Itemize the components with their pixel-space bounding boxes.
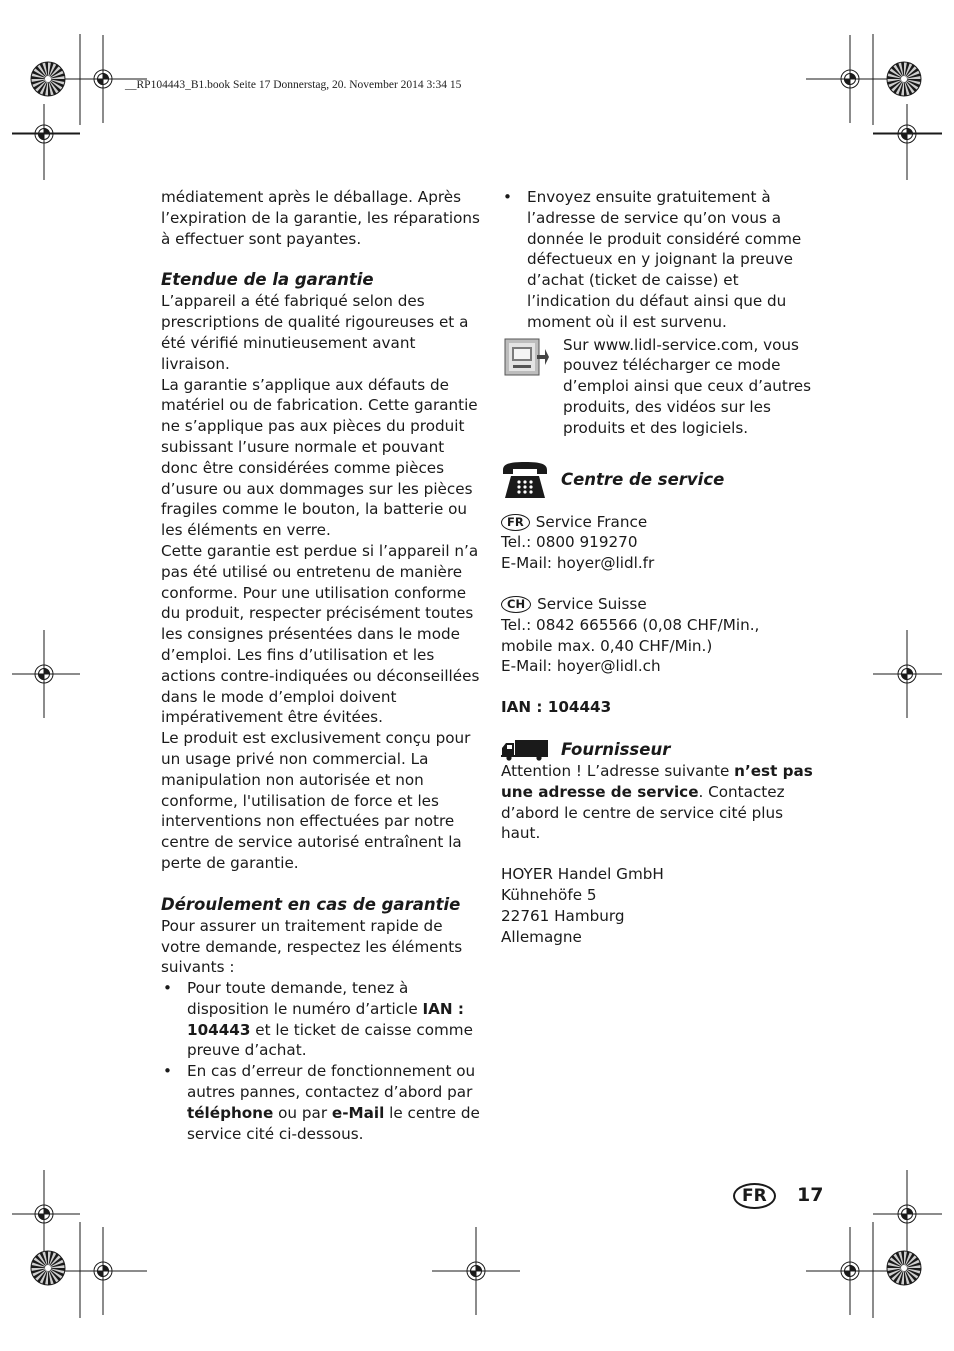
service-suisse-name: Service Suisse (537, 594, 647, 613)
starburst-ray (40, 1252, 49, 1268)
starburst-ray (896, 1252, 905, 1268)
starburst-ray (889, 79, 904, 90)
starburst-ray (891, 66, 904, 79)
starburst-ray (904, 79, 921, 82)
starburst-ray (48, 1257, 63, 1268)
starburst-ray (893, 1268, 904, 1283)
starburst-ray (48, 1268, 64, 1277)
starburst-ray (45, 1251, 48, 1268)
etendue-paragraph-2: La garantie s’applique aux défauts de matériel ou de fabrication. Cette garantie ne s’applique pas aux pièces du produit subissant l’usure normale et pouvant donc être considérées comme pièces d’usure ou aux dommages sur les pièces fragiles comme le bouton, la batterie ou les éléments en verre. (161, 375, 478, 540)
starburst-ray (42, 79, 48, 96)
starburst-ray (888, 71, 904, 80)
starburst-ray (48, 1251, 54, 1268)
starburst-ray (48, 79, 57, 95)
starburst-ray (31, 76, 48, 79)
starburst-ray (898, 1268, 904, 1285)
bullet-1-ian: IAN : 104443 (187, 999, 464, 1039)
left-column (161, 187, 483, 1144)
web-download-text: Sur www.lidl-service.com, vous pouvez télécharger ce mode d’emploi ainsi que ceux d’autres produits, des vidéos sur les produits et des logiciels. (563, 335, 812, 437)
starburst-ray (40, 63, 49, 79)
starburst-ray (48, 68, 63, 79)
starburst-ray (31, 1265, 48, 1268)
starburst-ray (887, 79, 904, 85)
bullet-symbol: • (163, 1062, 172, 1081)
service-suisse-tel: Tel.: 0842 665566 (0,08 CHF/Min., (501, 615, 760, 634)
starburst-ray (31, 79, 48, 85)
fr-country-badge: FR (501, 514, 530, 531)
bullet-1-text: Pour toute demande, tenez à disposition le numéro d’article (187, 979, 423, 1018)
starburst-ray (893, 79, 904, 94)
starburst-ray (887, 1268, 904, 1274)
starburst-ray (42, 1268, 48, 1285)
service-france-name: Service France (535, 512, 648, 531)
service-france-tel: Tel.: 0800 919270 (501, 533, 638, 552)
deroulement-intro: Pour assurer un traitement rapide de votre demande, respectez les éléments suivants : (161, 916, 463, 977)
service-france-mail: E-Mail: hoyer@lidl.fr (501, 554, 655, 573)
starburst-ray (48, 79, 64, 88)
starburst-ray (904, 79, 907, 96)
starburst-ray (889, 1268, 904, 1279)
starburst-ray (37, 1268, 48, 1283)
supplier-attention (501, 761, 826, 844)
starburst-ray (904, 1251, 910, 1268)
bullet-2-text: En cas d’erreur de fonctionnement ou autres pannes, contactez d’abord par (187, 1062, 476, 1102)
starburst-ray (901, 1251, 904, 1268)
starburst-ray (904, 1257, 919, 1268)
bullet-2-telephone: téléphone (187, 1103, 274, 1122)
starburst-ray (904, 1268, 917, 1281)
bullet-2-text-end: le centre de service cité ci-dessous. (187, 1103, 480, 1143)
list-item (161, 978, 483, 1061)
starburst-ray (35, 66, 48, 79)
starburst-ray (904, 1268, 920, 1277)
etendue-paragraph-3: Cette garantie est perdue si l’appareil n’a pas été utilisé ou entretenu de manière conforme. Pour une utilisation conforme du produit, respecter précisément toutes les consignes présentées dans le mode d’emploi. Les fins d’utilisation et les actions contre-indiquées ou déconseillées dans le mode d’emploi doivent impérativement être évitées. (161, 541, 480, 727)
starburst-ray (904, 79, 917, 92)
starburst-ray (887, 76, 904, 79)
page-number: 17 (797, 1184, 824, 1206)
bullet-1-text-end: et le ticket de caisse comme preuve d’achat. (187, 1020, 473, 1060)
supplier-attention-bold: n’est pas une adresse de service (501, 761, 813, 801)
starburst-ray (48, 1262, 65, 1268)
starburst-ray (48, 1268, 61, 1281)
starburst-ray (35, 1255, 48, 1268)
starburst-ray (904, 79, 920, 88)
starburst-ray (48, 64, 59, 79)
list-item (161, 1061, 483, 1144)
ch-country-badge: CH (501, 596, 531, 613)
web-download-icon (501, 335, 553, 379)
starburst-ray (904, 73, 921, 79)
starburst-ray (45, 62, 48, 79)
starburst-ray (48, 62, 54, 79)
starburst-ray (904, 1268, 921, 1271)
starburst-ray (898, 79, 904, 96)
print-file-line: __RP104443_B1.book Seite 17 Donnerstag, 20. November 2014 3:34 15 (125, 79, 462, 91)
starburst-ray (904, 68, 919, 79)
starburst-ray (904, 1262, 921, 1268)
starburst-ray (904, 64, 915, 79)
starburst-ray (48, 73, 65, 79)
starburst-ray (887, 1265, 904, 1268)
bullet-2-email: e-Mail (331, 1103, 385, 1122)
starburst-ray (32, 71, 48, 80)
starburst-ray (904, 1268, 913, 1284)
supplier-address-line-1: HOYER Handel GmbH (501, 865, 664, 884)
supplier-address-line-4: Allemagne (501, 927, 582, 946)
etendue-heading: Etendue de la garantie (161, 270, 374, 290)
starburst-ray (896, 63, 905, 79)
service-heading: Centre de service (561, 469, 725, 489)
language-badge: FR (733, 1183, 776, 1209)
supplier-heading-row (501, 739, 826, 761)
starburst-ray (904, 1268, 907, 1285)
starburst-ray (901, 62, 904, 79)
service-suisse-line (501, 594, 826, 615)
service-france-line (501, 512, 826, 533)
starburst-ray (904, 62, 910, 79)
bullet-symbol: • (163, 979, 172, 998)
starburst-ray (48, 79, 61, 92)
starburst-ray (32, 1260, 48, 1269)
telephone-icon (501, 460, 549, 500)
starburst-ray (888, 1260, 904, 1269)
starburst-ray (48, 1268, 51, 1285)
starburst-ray (37, 79, 48, 94)
starburst-ray (33, 1268, 48, 1279)
service-suisse-tel-mobile: mobile max. 0,40 CHF/Min.) (501, 636, 713, 655)
supplier-attention-end: . Contactez d’abord le centre de service cité plus haut. (501, 782, 785, 843)
starburst-ray (31, 1268, 48, 1274)
deroulement-heading: Déroulement en cas de garantie (161, 894, 461, 914)
etendue-paragraph-4: Le produit est exclusivement conçu pour un usage privé non commercial. La manipulation non autorisée et non conforme, l'utilisation de force et les interventions non effectuées par notre centre de service autorisé entraînent la perte de garantie. (161, 729, 471, 872)
supplier-attention-text: Attention ! L’adresse suivante (501, 761, 735, 780)
web-download-note (501, 335, 826, 439)
starburst-ray (891, 1255, 904, 1268)
service-suisse-mail: E-Mail: hoyer@lidl.ch (501, 657, 661, 676)
etendue-paragraph-1: L’appareil a été fabriqué selon des prescriptions de qualité rigoureuses et a été vérifié minutieusement avant livraison. (161, 292, 469, 373)
right-column (501, 187, 826, 947)
intro-paragraph: médiatement après le déballage. Après l’expiration de la garantie, les réparations à effectuer sont payantes. (161, 188, 480, 248)
starburst-ray (904, 79, 913, 95)
starburst-ray (48, 79, 65, 82)
service-heading-row (501, 460, 826, 500)
bullet-2-text-mid: ou par (273, 1103, 332, 1122)
supplier-address-line-2: Kühnehöfe 5 (501, 885, 597, 904)
starburst-ray (48, 1253, 59, 1268)
ian-number: IAN : 104443 (501, 698, 612, 717)
starburst-ray (48, 79, 51, 96)
supplier-heading: Fournisseur (561, 739, 671, 759)
starburst-ray (48, 1268, 65, 1271)
starburst-ray (904, 1253, 915, 1268)
supplier-address-line-3: 22761 Hamburg (501, 906, 625, 925)
delivery-truck-icon (501, 739, 549, 761)
bullet-3-text: Envoyez ensuite gratuitement à l’adresse de service qu’on vous a donnée le produit considéré comme défectueux en y joignant la preuve d’achat (ticket de caisse) et l’indication du défaut ainsi que du moment où il est survenu. (527, 188, 802, 331)
starburst-ray (48, 1268, 57, 1284)
starburst-ray (33, 79, 48, 90)
bullet-symbol: • (503, 188, 512, 206)
list-item (501, 187, 826, 333)
